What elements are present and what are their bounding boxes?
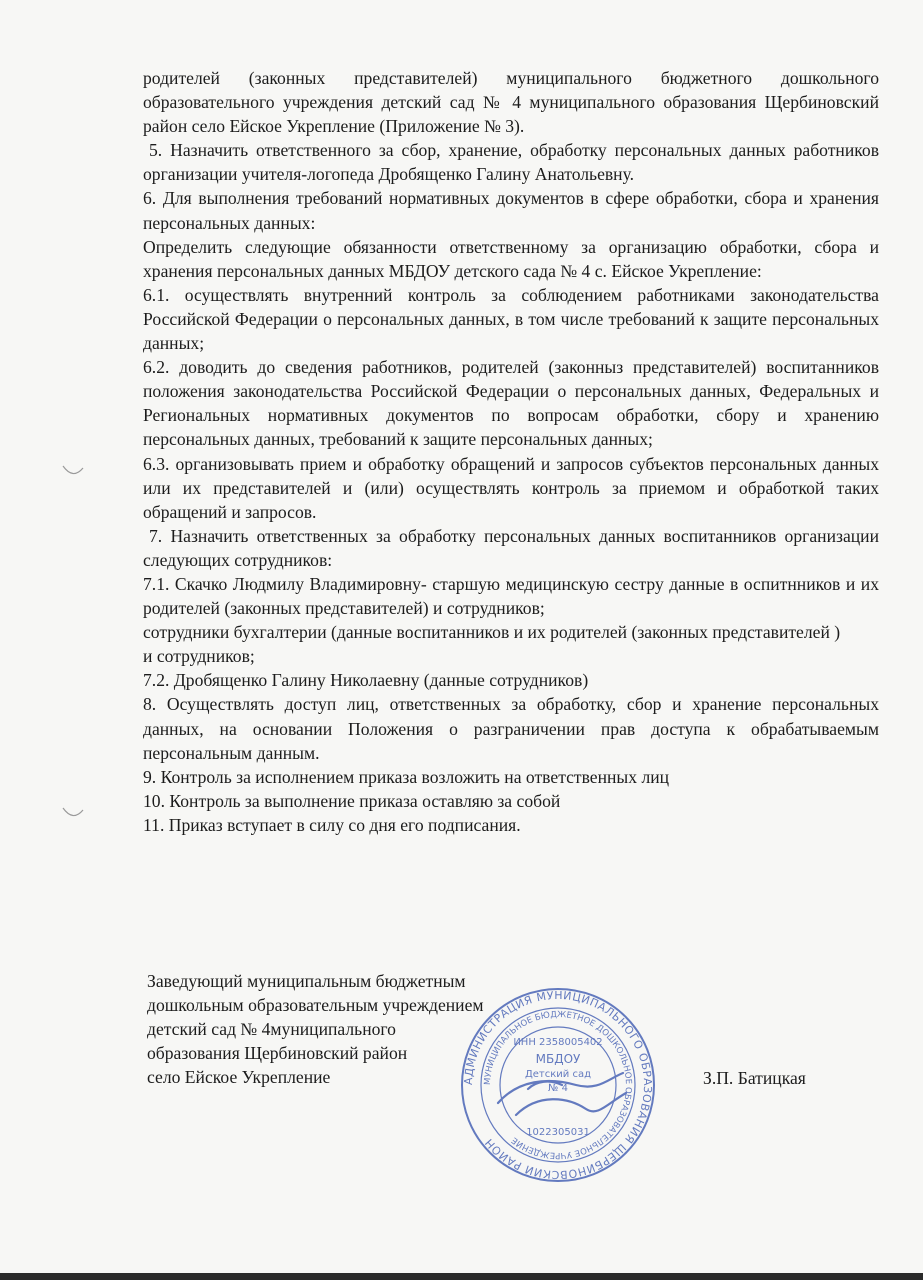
official-seal	[458, 985, 658, 1185]
paragraph-item-7: 7. Назначить ответственных за обработку персональных данных воспитанников организации следующих сотрудников:	[143, 525, 879, 570]
seal-outer-text: АДМИНИСТРАЦИЯ МУНИЦИПАЛЬНОГО ОБРАЗОВАНИЯ ЩЕРБИНОВСКИЙ РАЙОН	[461, 988, 655, 1182]
seal-inn: ИНН 2358005402	[513, 1037, 603, 1048]
paragraph-item-6: 6. Для выполнения требований нормативных документов в сфере обработки, сбора и хранения персональных данных:	[143, 188, 879, 233]
seal-inner-text: МУНИЦИПАЛЬНОЕ БЮДЖЕТНОЕ ДОШКОЛЬНОЕ ОБРАЗОВАТЕЛЬНОЕ УЧРЕЖДЕНИЕ	[482, 1009, 634, 1161]
paragraph-item-11: 11. Приказ вступает в силу со дня его подписания.	[143, 814, 521, 835]
paragraph-item-9: 9. Контроль за исполнением приказа возложить на ответственных лиц	[143, 766, 670, 787]
signature-line-4: образования Щербиновский район	[147, 1043, 408, 1064]
paragraph-item-5: 5. Назначить ответственного за сбор, хранение, обработку персональных данных работников организации учителя-логопеда Дробященко Галину Анатольевну.	[143, 140, 879, 185]
seal-center-1: МБДОУ	[535, 1052, 581, 1066]
paragraph-item-7-2: 7.2. Дробященко Галину Николаевну (данные сотрудников)	[143, 670, 589, 691]
paragraph-item-10: 10. Контроль за выполнение приказа оставляю за собой	[143, 790, 561, 811]
paragraph-accounting: сотрудники бухгалтерии (данные воспитанников и их родителей (законных представителей ) и сотрудников;	[143, 622, 841, 667]
signer-name: З.П. Батицкая	[703, 1068, 806, 1088]
punch-hole-mark-icon	[62, 806, 84, 820]
paragraph-item-8: 8. Осуществлять доступ лиц, ответственных за обработку, сбор и хранение персональных данных, на основании Положения о разграничении прав доступа к обрабатываемым персональным данным.	[143, 694, 879, 763]
paragraph-item-6-1: 6.1. осуществлять внутренний контроль за соблюдением работниками законодательства Российской Федерации о персональных данных, в том числе требований к защите персональных данных;	[143, 284, 879, 354]
seal-center-3: № 4	[548, 1083, 568, 1094]
scan-bottom-edge	[0, 1273, 923, 1280]
paragraph-item-6-3: 6.3. организовывать прием и обработку обращений и запросов субъектов персональных данных или их представителей и (или) осуществлять контроль за приемом и обработкой таких обращений и запросов.	[143, 453, 879, 522]
paragraph-item-7-1: 7.1. Скачко Людмилу Владимировну- старшую медицинскую сестру данные в оспитнников и их родителей (законных представителей) и сотрудников;	[143, 573, 879, 619]
paragraph-duties: Определить следующие обязанности ответственному за организацию обработки, сбора и хранения персональных данных МБДОУ детского сада № 4 с. Ейское Укрепление:	[143, 236, 879, 281]
seal-ogrn: 1022305031	[526, 1127, 590, 1138]
signature-line-2: дошкольным образовательным учреждением	[147, 995, 484, 1016]
signature-line-1: Заведующий муниципальным бюджетным	[147, 971, 466, 991]
paragraph-item-6-2: 6.2. доводить до сведения работников, родителей (законныз представителей) воспитанников положения законодательства Российской Федерации о персональных данных, Федеральных и Региональных нормативных документов по вопросам обработки, сбору и хранению персональных данных, требований к защите персональных данных;	[143, 357, 879, 450]
paragraph-parents-appendix: родителей (законных представителей) муниципального бюджетного дошкольного образовательного учреждения детский сад № 4 муниципального образования Щербиновский район село Ейское Укрепление (Приложение № 3).	[143, 68, 879, 137]
signature-line-5: село Ейское Укрепление	[147, 1067, 331, 1088]
seal-center-2: Детский сад	[524, 1069, 592, 1080]
order-body	[143, 66, 879, 837]
signature-line-3: детский сад № 4муниципального	[147, 1019, 396, 1040]
punch-hole-mark-icon	[62, 464, 84, 478]
